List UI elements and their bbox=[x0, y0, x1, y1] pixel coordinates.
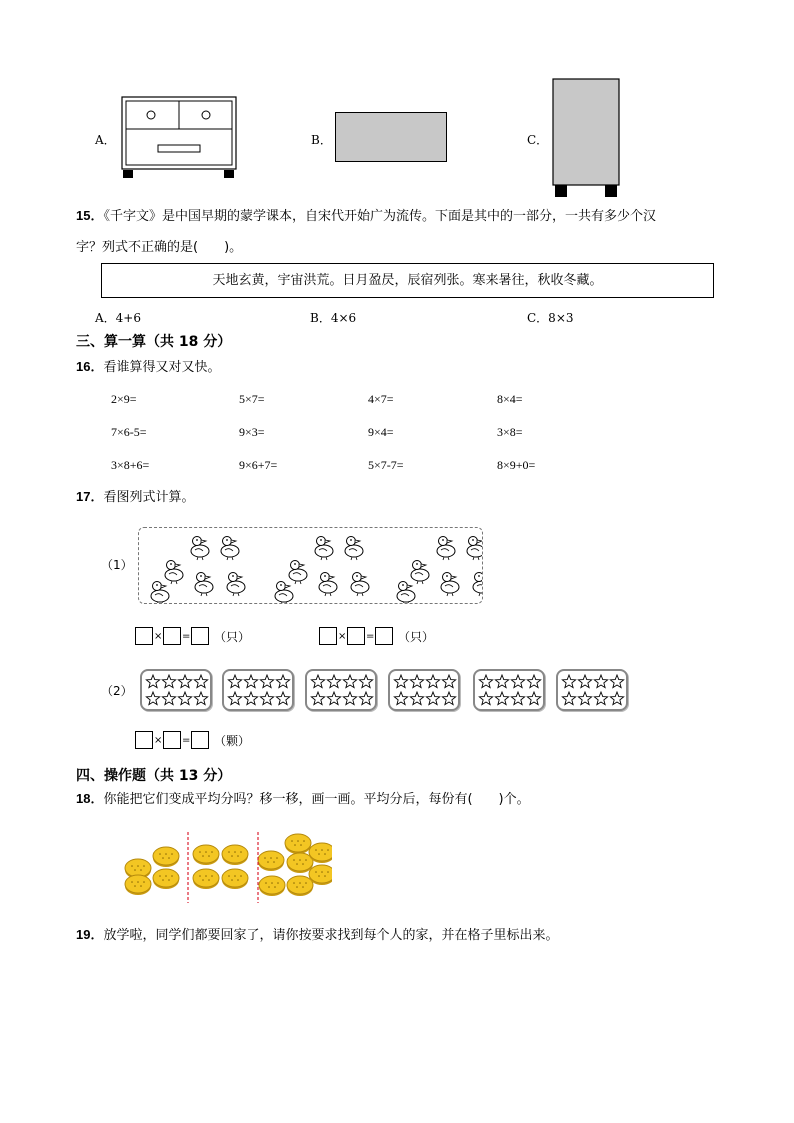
coin-icon bbox=[287, 876, 313, 896]
star-icon bbox=[276, 692, 289, 705]
q14-option-b-label[interactable]: B． bbox=[311, 133, 332, 147]
coin-icon bbox=[287, 853, 313, 873]
duck-icon bbox=[289, 561, 307, 585]
answer-box[interactable] bbox=[135, 627, 153, 645]
coin-icon bbox=[125, 875, 151, 895]
star-icon bbox=[426, 675, 439, 688]
star-icon bbox=[442, 692, 455, 705]
star-icon bbox=[311, 692, 324, 705]
star-icon bbox=[359, 675, 372, 688]
unit-label: （只） bbox=[398, 629, 435, 644]
calc-item: 9×6+7= bbox=[239, 458, 278, 472]
times-sign: × bbox=[154, 630, 163, 642]
answer-box[interactable] bbox=[375, 627, 393, 645]
q15-question bbox=[76, 208, 656, 225]
duck-icon bbox=[315, 537, 333, 561]
calc-item: 9×3= bbox=[239, 425, 265, 439]
star-icon bbox=[511, 675, 524, 688]
answer-box[interactable] bbox=[191, 627, 209, 645]
equals-sign: = bbox=[366, 630, 375, 642]
q17-equation-2 bbox=[135, 731, 250, 749]
coin-icon bbox=[153, 847, 179, 867]
q19-text: 放学啦，同学们都要回家了，请你按要求找到每个人的家，并在格子里标出来。 bbox=[103, 928, 559, 943]
calc-item: 3×8= bbox=[497, 425, 523, 439]
q15-text-line2: 字？列式不正确的是( )。 bbox=[76, 240, 243, 255]
duck-icon bbox=[351, 573, 369, 597]
q19-question bbox=[76, 927, 558, 944]
duck-icon bbox=[473, 573, 482, 597]
star-card bbox=[222, 669, 294, 711]
star-card bbox=[305, 669, 377, 711]
calc-item: 8×4= bbox=[497, 392, 523, 406]
star-card bbox=[556, 669, 628, 711]
star-icon bbox=[527, 675, 540, 688]
star-icon bbox=[527, 692, 540, 705]
star-icon bbox=[162, 675, 175, 688]
calc-item: 7×6-5= bbox=[111, 425, 147, 439]
answer-box[interactable] bbox=[163, 627, 181, 645]
duck-icon bbox=[275, 582, 293, 604]
coin-icon bbox=[193, 845, 219, 865]
gray-rectangle-figure bbox=[335, 112, 447, 162]
duck-icon bbox=[195, 573, 213, 597]
star-icon bbox=[194, 675, 207, 688]
poem-box bbox=[101, 263, 714, 298]
star-icon bbox=[244, 675, 257, 688]
q17-equation-1b bbox=[319, 627, 434, 645]
q16-text: 看谁算得又对又快。 bbox=[103, 360, 221, 375]
star-icon bbox=[260, 675, 273, 688]
star-icon bbox=[426, 692, 439, 705]
star-icon bbox=[479, 675, 492, 688]
duck-icon bbox=[151, 582, 169, 604]
star-icon bbox=[479, 692, 492, 705]
answer-box[interactable] bbox=[319, 627, 337, 645]
coin-icon bbox=[309, 843, 332, 863]
section4-title: 四、操作题（共 13 分） bbox=[76, 768, 232, 784]
duck-picture-frame bbox=[138, 527, 483, 604]
unit-label: （颗） bbox=[214, 733, 251, 748]
star-icon bbox=[495, 675, 508, 688]
answer-box[interactable] bbox=[135, 731, 153, 749]
duck-icon bbox=[467, 537, 482, 561]
coin-icon bbox=[222, 845, 248, 865]
star-icon bbox=[562, 675, 575, 688]
q19-number: 19． bbox=[76, 927, 104, 942]
star-icon bbox=[578, 692, 591, 705]
cabinet-figure bbox=[118, 94, 240, 180]
coin-icon bbox=[222, 869, 248, 889]
q17-number: 17． bbox=[76, 489, 104, 504]
duck-icon bbox=[411, 561, 429, 585]
q15-option-a[interactable]: A．4+6 bbox=[95, 311, 141, 325]
duck-picture bbox=[139, 528, 482, 603]
star-icon bbox=[394, 692, 407, 705]
duck-icon bbox=[441, 573, 459, 597]
coin-icon bbox=[285, 834, 311, 854]
calc-item: 2×9= bbox=[111, 392, 137, 406]
answer-box[interactable] bbox=[191, 731, 209, 749]
q18-text: 你能把它们变成平均分吗？移一移，画一画。平均分后，每份有( )个。 bbox=[103, 792, 530, 807]
star-icon bbox=[146, 692, 159, 705]
star-icon bbox=[260, 692, 273, 705]
star-icon bbox=[327, 692, 340, 705]
star-icon bbox=[594, 692, 607, 705]
star-icon bbox=[311, 675, 324, 688]
calc-item: 8×9+0= bbox=[497, 458, 536, 472]
star-icon bbox=[410, 692, 423, 705]
answer-box[interactable] bbox=[347, 627, 365, 645]
star-icon bbox=[562, 692, 575, 705]
star-icon bbox=[146, 675, 159, 688]
star-icon bbox=[244, 692, 257, 705]
tall-box-figure bbox=[550, 78, 624, 200]
duck-icon bbox=[221, 537, 239, 561]
duck-icon bbox=[437, 537, 455, 561]
star-card bbox=[388, 669, 460, 711]
star-icon bbox=[511, 692, 524, 705]
duck-icon bbox=[397, 582, 415, 604]
star-icon bbox=[610, 692, 623, 705]
duck-icon bbox=[165, 561, 183, 585]
q18-number: 18． bbox=[76, 791, 104, 806]
star-icon bbox=[495, 692, 508, 705]
duck-icon bbox=[227, 573, 245, 597]
star-icon bbox=[610, 675, 623, 688]
star-icon bbox=[442, 675, 455, 688]
q17-equation-1a bbox=[135, 627, 250, 645]
star-icon bbox=[359, 692, 372, 705]
q16-number: 16． bbox=[76, 359, 104, 374]
star-icon bbox=[327, 675, 340, 688]
calc-item: 9×4= bbox=[368, 425, 394, 439]
q14-option-c-label[interactable]: C． bbox=[527, 133, 549, 147]
star-icon bbox=[228, 675, 241, 688]
q17-question bbox=[76, 489, 194, 506]
calc-item: 5×7-7= bbox=[368, 458, 404, 472]
calc-item: 3×8+6= bbox=[111, 458, 150, 472]
star-icon bbox=[594, 675, 607, 688]
star-icon bbox=[343, 692, 356, 705]
unit-label: （只） bbox=[214, 629, 251, 644]
q15-option-b[interactable]: B．4×6 bbox=[310, 311, 357, 325]
coin-icon bbox=[259, 876, 285, 896]
star-icon bbox=[178, 675, 191, 688]
star-icon bbox=[162, 692, 175, 705]
answer-box[interactable] bbox=[163, 731, 181, 749]
q17-part1-label: （1） bbox=[101, 558, 133, 572]
coin-icon bbox=[193, 869, 219, 889]
star-icon bbox=[578, 675, 591, 688]
coin-icon bbox=[153, 869, 179, 889]
star-card bbox=[473, 669, 545, 711]
equals-sign: = bbox=[182, 630, 191, 642]
star-icon bbox=[343, 675, 356, 688]
duck-icon bbox=[345, 537, 363, 561]
duck-icon bbox=[191, 537, 209, 561]
times-sign: × bbox=[154, 734, 163, 746]
q17-text: 看图列式计算。 bbox=[103, 490, 195, 505]
q14-option-a-label[interactable]: A． bbox=[95, 133, 116, 147]
star-icon bbox=[276, 675, 289, 688]
star-icon bbox=[178, 692, 191, 705]
star-card bbox=[140, 669, 212, 711]
q16-question bbox=[76, 359, 220, 376]
q15-option-c[interactable]: C．8×3 bbox=[527, 311, 574, 325]
q15-text-line1: 《千字文》是中国早期的蒙学课本，自宋代开始广为流传。下面是其中的一部分，一共有多少个汉 bbox=[103, 209, 656, 224]
q15-number: 15． bbox=[76, 208, 104, 223]
coins-picture bbox=[122, 830, 332, 905]
q17-part2-label: （2） bbox=[101, 684, 133, 698]
coin-icon bbox=[309, 865, 332, 885]
star-icon bbox=[410, 675, 423, 688]
equals-sign: = bbox=[182, 734, 191, 746]
star-icon bbox=[394, 675, 407, 688]
calc-item: 4×7= bbox=[368, 392, 394, 406]
star-icon bbox=[228, 692, 241, 705]
calc-item: 5×7= bbox=[239, 392, 265, 406]
times-sign: × bbox=[338, 630, 347, 642]
star-icon bbox=[194, 692, 207, 705]
coin-icon bbox=[258, 851, 284, 871]
poem-text: 天地玄黄，宇宙洪荒。日月盈昃，辰宿列张。寒来暑往，秋收冬藏。 bbox=[212, 273, 603, 288]
duck-icon bbox=[319, 573, 337, 597]
section3-title: 三、算一算（共 18 分） bbox=[76, 334, 232, 350]
q18-question bbox=[76, 791, 530, 808]
